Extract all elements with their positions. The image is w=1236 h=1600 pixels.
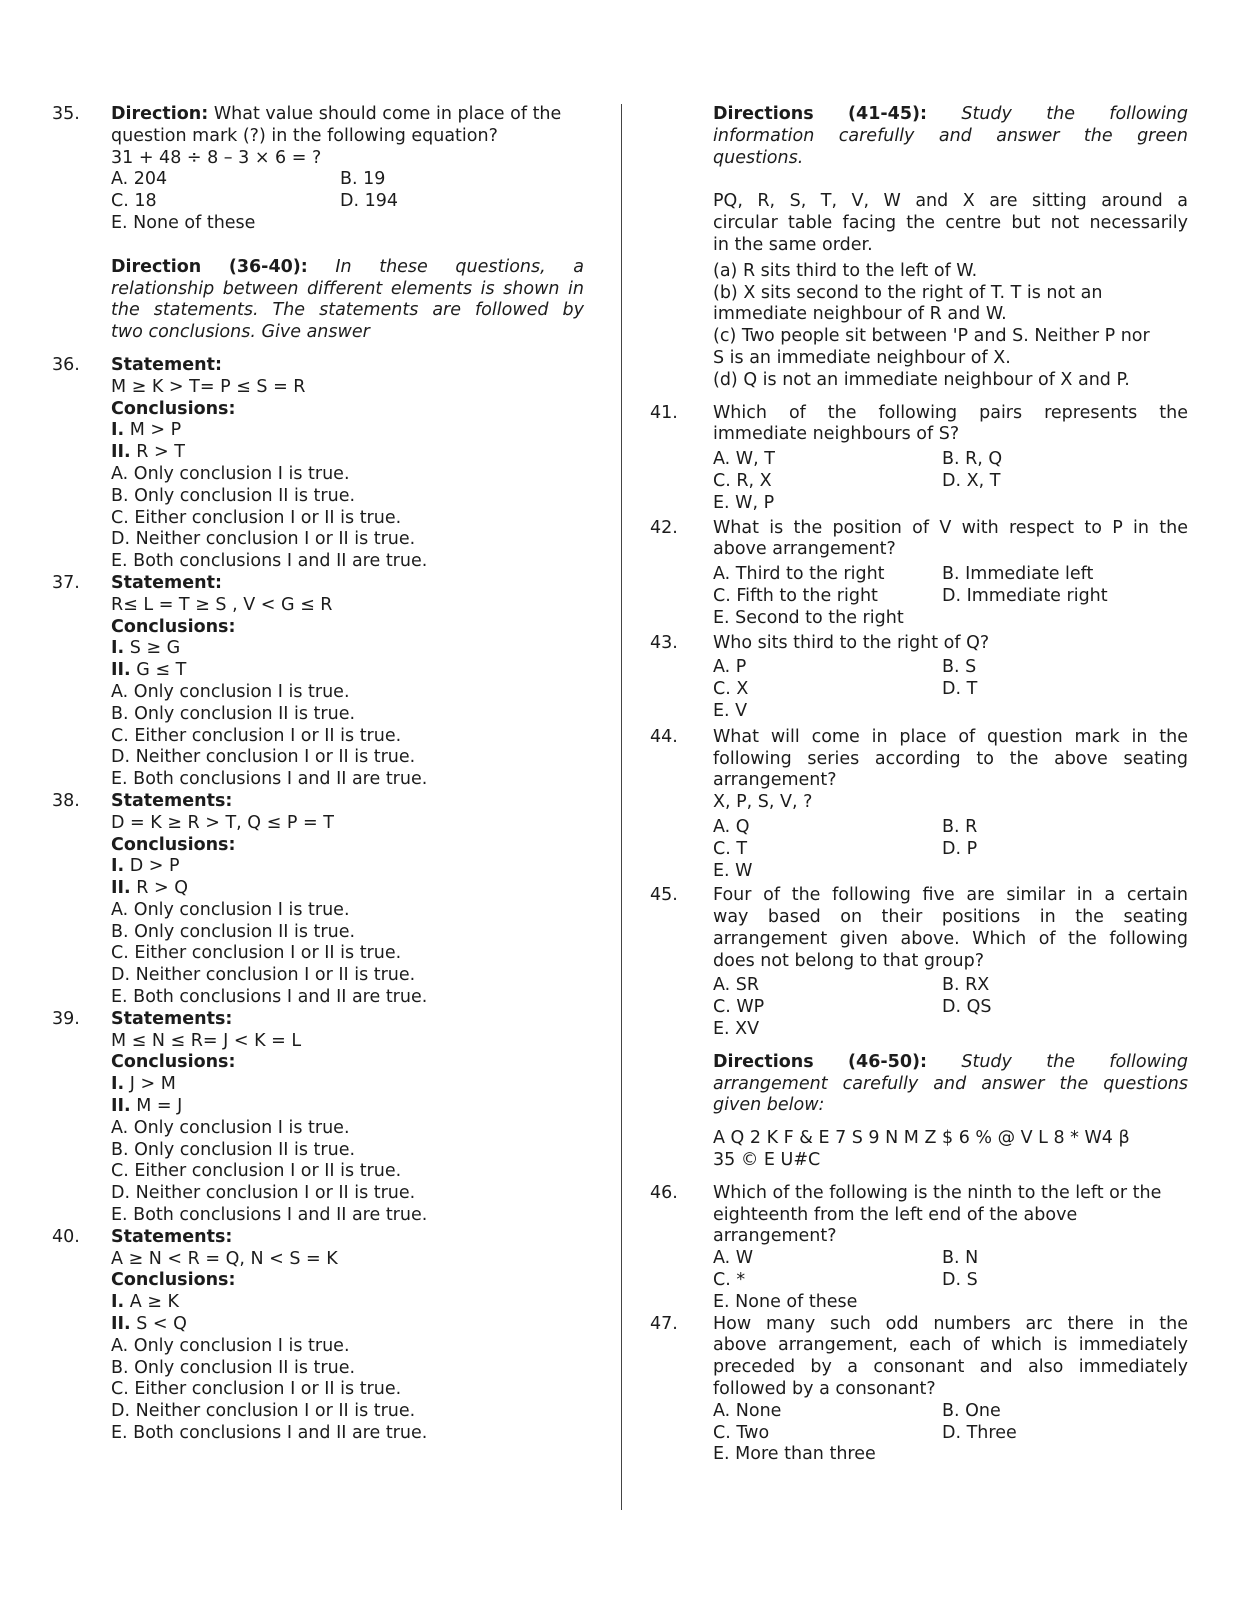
question-text: Who sits third to the right of Q? [713, 632, 990, 653]
question-39 [52, 1009, 584, 1227]
option: D. Neither conclusion I or II is true. [111, 1183, 416, 1204]
option: A. SR [713, 975, 760, 996]
question-45 [650, 885, 1188, 1041]
conclusion: G ≤ T [136, 660, 187, 681]
conclusions-label: Conclusions: [111, 1270, 236, 1291]
conclusion-label: I. [111, 420, 125, 441]
question-text: immediate neighbours of S? [713, 424, 960, 445]
option: B. R, Q [942, 449, 1003, 470]
direction-text: questions. [713, 147, 804, 168]
options [713, 1401, 1188, 1466]
question-number: 43. [650, 632, 678, 653]
direction-text: relationship between different elements is shown in [111, 278, 584, 299]
question-text: Which of the following is the ninth to the left or the [713, 1182, 1162, 1203]
option: B. One [942, 1400, 1001, 1421]
options [713, 975, 1188, 1040]
question-text: followed by a consonant? [713, 1379, 936, 1400]
conclusions-label: Conclusions: [111, 398, 236, 419]
direction-label: Directions [713, 104, 814, 124]
question-text: X, P, S, V, ? [713, 792, 813, 813]
options [713, 564, 1188, 629]
option: A. Only conclusion I is true. [111, 681, 350, 702]
option: D. P [942, 838, 978, 859]
option: A. 204 [111, 169, 168, 190]
option: D. S [942, 1270, 978, 1291]
statement: M ≤ N ≤ R= J < K = L [111, 1030, 302, 1051]
option: B. RX [942, 975, 990, 996]
option: E. None of these [713, 1291, 858, 1312]
option: C. Either conclusion I or II is true. [111, 1161, 402, 1182]
option: E. Both conclusions I and II are true. [111, 769, 428, 790]
question-text: way based on their positions in the seating [713, 907, 1188, 928]
option: D. Neither conclusion I or II is true. [111, 529, 416, 550]
series-text: 35 © E U#C [713, 1150, 821, 1171]
option: C. X [713, 679, 749, 700]
conclusion: S < Q [136, 1314, 187, 1335]
clue: (a) R sits third to the left of W. [713, 260, 978, 281]
options [111, 169, 584, 234]
option: D. QS [942, 997, 992, 1018]
option: A. P [713, 657, 747, 678]
question-number: 37. [52, 572, 80, 593]
question-number: 44. [650, 726, 678, 747]
direction-text: Study the following [961, 104, 1188, 124]
conclusion-label: I. [111, 1074, 125, 1095]
question-number: 38. [52, 790, 80, 811]
statement-label: Statement: [111, 354, 222, 375]
conclusion: S ≥ G [129, 638, 181, 659]
question-42 [650, 518, 1188, 630]
right-column [650, 104, 1188, 1466]
direction-range: (41-45): [848, 104, 927, 124]
conclusion-label: I. [111, 856, 125, 877]
question-text: Which of the following pairs represents the [713, 402, 1188, 423]
question-41 [650, 403, 1188, 515]
option: C. WP [713, 997, 765, 1018]
question-text: question mark (?) in the following equation? [111, 125, 498, 146]
option: C. Either conclusion I or II is true. [111, 943, 402, 964]
question-text: eighteenth from the left end of the above [713, 1204, 1078, 1225]
question-number: 35. [52, 104, 80, 124]
option: A. Q [713, 816, 750, 837]
option: D. Neither conclusion I or II is true. [111, 1401, 416, 1422]
option: B. R [942, 816, 978, 837]
option: D. Neither conclusion I or II is true. [111, 747, 416, 768]
option: B. Only conclusion II is true. [111, 921, 356, 942]
direction-label: Direction [111, 256, 202, 277]
directions-46-50 [650, 1052, 1188, 1172]
conclusion: D > P [129, 856, 180, 877]
question-text: What value should come in place of the [213, 104, 562, 124]
question-35 [52, 104, 584, 235]
option: B. N [942, 1248, 979, 1269]
option: D. T [942, 679, 978, 700]
options [713, 449, 1188, 514]
question-text: preceded by a consonant and also immediately [713, 1357, 1188, 1378]
statement-label: Statements: [111, 790, 233, 811]
question-text: following series according to the above seating [713, 748, 1188, 769]
directions-41-45 [650, 104, 1188, 392]
option: E. XV [713, 1019, 760, 1040]
direction-text: In these questions, a [335, 256, 584, 277]
options [713, 817, 1188, 882]
option: C. * [713, 1270, 746, 1291]
option: A. Third to the right [713, 564, 885, 585]
clue: S is an immediate neighbour of X. [713, 347, 1011, 368]
direction-text: Study the following [961, 1051, 1188, 1072]
question-36 [52, 355, 584, 573]
directions-36-40 [52, 257, 584, 344]
clue: (b) X sits second to the right of T. T is not an [713, 282, 1103, 303]
question-number: 39. [52, 1008, 80, 1029]
option: B. Only conclusion II is true. [111, 485, 356, 506]
option: B. Only conclusion II is true. [111, 1357, 356, 1378]
option: E. Both conclusions I and II are true. [111, 987, 428, 1008]
question-37 [52, 573, 584, 791]
option: E. Both conclusions I and II are true. [111, 551, 428, 572]
question-46 [650, 1183, 1188, 1314]
option: A. Only conclusion I is true. [111, 1335, 350, 1356]
option: C. Either conclusion I or II is true. [111, 507, 402, 528]
question-43 [650, 633, 1188, 723]
question-number: 42. [650, 517, 678, 538]
statement: R≤ L = T ≥ S , V < G ≤ R [111, 594, 333, 615]
conclusion-label: II. [111, 1314, 131, 1335]
direction-range: (36-40): [228, 256, 308, 277]
option: E. V [713, 700, 748, 721]
options [713, 657, 1188, 722]
conclusion: A ≥ K [129, 1292, 179, 1313]
options [713, 1248, 1188, 1313]
option: A. Only conclusion I is true. [111, 899, 350, 920]
conclusion: R > Q [136, 878, 188, 899]
question-44 [650, 727, 1188, 883]
question-text: above arrangement? [713, 539, 896, 560]
direction-range: (46-50): [848, 1051, 927, 1072]
question-40 [52, 1227, 584, 1445]
option: A. W, T [713, 449, 775, 470]
question-text: does not belong to that group? [713, 950, 985, 971]
option: E. W [713, 860, 753, 881]
equation: 31 + 48 ÷ 8 – 3 × 6 = ? [111, 147, 322, 168]
conclusions-label: Conclusions: [111, 834, 236, 855]
question-text: arrangement given above. Which of the following [713, 928, 1188, 949]
conclusion-label: I. [111, 1292, 125, 1313]
question-text: What will come in place of question mark in the [713, 726, 1188, 747]
question-number: 45. [650, 885, 678, 906]
option: B. Only conclusion II is true. [111, 703, 356, 724]
conclusion-label: II. [111, 878, 131, 899]
statement: D = K ≥ R > T, Q ≤ P = T [111, 812, 334, 833]
direction-text: information carefully and answer the green [713, 125, 1188, 146]
question-number: 46. [650, 1182, 678, 1203]
question-number: 40. [52, 1226, 80, 1247]
option: C. Fifth to the right [713, 585, 878, 606]
statement-label: Statements: [111, 1226, 233, 1247]
option: E. W, P [713, 492, 775, 513]
option: B. 19 [340, 169, 386, 190]
conclusions-label: Conclusions: [111, 1052, 236, 1073]
question-text: What is the position of V with respect to P in the [713, 517, 1188, 538]
question-38 [52, 791, 584, 1009]
option: C. Either conclusion I or II is true. [111, 725, 402, 746]
option: D. Three [942, 1422, 1017, 1443]
question-text: Four of the following five are similar in a certain [713, 885, 1188, 906]
option: D. Neither conclusion I or II is true. [111, 965, 416, 986]
option: C. Either conclusion I or II is true. [111, 1379, 402, 1400]
passage-text: circular table facing the centre but not necessarily [713, 213, 1188, 234]
option: E. None of these [111, 212, 256, 233]
conclusion: M = J [136, 1096, 183, 1117]
conclusion-label: II. [111, 442, 131, 463]
statement-label: Statements: [111, 1008, 233, 1029]
option: B. Immediate left [942, 564, 1094, 585]
statement: A ≥ N < R = Q, N < S = K [111, 1248, 338, 1269]
direction-text: the statements. The statements are followed by [111, 300, 584, 321]
conclusion-label: I. [111, 638, 125, 659]
option: E. Both conclusions I and II are true. [111, 1205, 428, 1226]
option: E. Second to the right [713, 607, 904, 628]
conclusions-label: Conclusions: [111, 616, 236, 637]
statement: M ≥ K > T= P ≤ S = R [111, 376, 306, 397]
option: D. 194 [340, 191, 399, 212]
conclusion-label: II. [111, 660, 131, 681]
option: E. Both conclusions I and II are true. [111, 1423, 428, 1444]
direction-text: two conclusions. Give answer [111, 322, 370, 343]
passage-text: PQ, R, S, T, V, W and X are sitting around a [713, 191, 1188, 212]
question-number: 36. [52, 354, 80, 375]
question-text: above arrangement, each of which is immediately [713, 1335, 1188, 1356]
direction-text: given below: [713, 1095, 825, 1116]
option: B. Only conclusion II is true. [111, 1139, 356, 1160]
passage-text: in the same order. [713, 234, 873, 255]
option: C. R, X [713, 470, 772, 491]
clue: (c) Two people sit between 'P and S. Neither P nor [713, 326, 1150, 347]
conclusion: R > T [136, 442, 185, 463]
column-divider [621, 104, 622, 1510]
question-number: 47. [650, 1313, 678, 1334]
option: D. X, T [942, 470, 1001, 491]
option: C. Two [713, 1422, 770, 1443]
direction-label: Directions [713, 1051, 814, 1072]
option: D. Immediate right [942, 585, 1108, 606]
question-number: 41. [650, 402, 678, 423]
option: A. None [713, 1400, 782, 1421]
question-text: arrangement? [713, 770, 837, 791]
conclusion-label: II. [111, 1096, 131, 1117]
option: C. T [713, 838, 748, 859]
series-text: A Q 2 K F & E 7 S 9 N M Z $ 6 % @ V L 8 * W4 β [713, 1128, 1130, 1149]
statement-label: Statement: [111, 572, 222, 593]
option: A. W [713, 1248, 754, 1269]
left-column [52, 104, 584, 1445]
question-47 [650, 1314, 1188, 1467]
option: B. S [942, 657, 977, 678]
direction-label: Direction: [111, 104, 209, 124]
option: C. 18 [111, 191, 157, 212]
conclusion: J > M [129, 1074, 176, 1095]
option: A. Only conclusion I is true. [111, 463, 350, 484]
option: E. More than three [713, 1444, 876, 1465]
option: A. Only conclusion I is true. [111, 1117, 350, 1138]
clue: immediate neighbour of R and W. [713, 304, 1007, 325]
question-text: How many such odd numbers arc there in the [713, 1313, 1188, 1334]
clue: (d) Q is not an immediate neighbour of X and P. [713, 369, 1130, 390]
direction-text: arrangement carefully and answer the questions [713, 1073, 1188, 1094]
question-text: arrangement? [713, 1226, 837, 1247]
conclusion: M > P [129, 420, 182, 441]
